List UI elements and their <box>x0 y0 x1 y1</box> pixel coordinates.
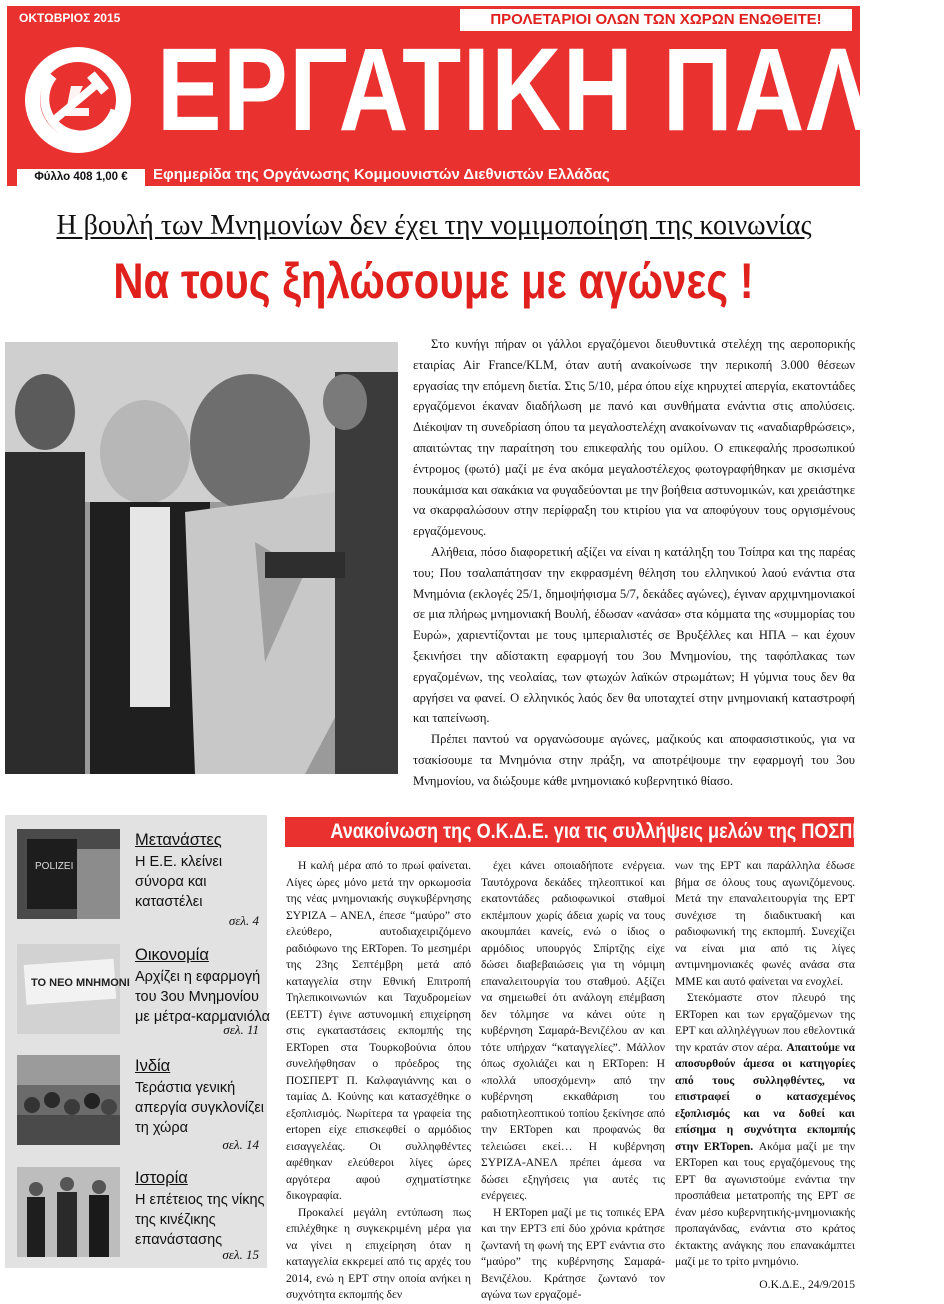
issue-date: ΟΚΤΩΒΡΙΟΣ 2015 <box>19 11 121 25</box>
sidebar-item-history[interactable] <box>5 1153 267 1261</box>
sidebar-page: σελ. 11 <box>223 1022 259 1037</box>
lead-article <box>413 334 855 792</box>
lead-paragraph: Αλήθεια, πόσο διαφορετική αξίζει να είναι η κατάληξη του Τσίπρα και της παρέας του; Που τσαλαπάτησαν την εκφρασμένη θέληση του ελληνικού λαού ενάντια στα Μνημόνια (εκλογές 25/1, δημοψήφισμα 5/7, δεκάδες αγώνες), έγιναν αρχιμνημονιακοί σε μια πλήρως μνημονιακή Βουλή, έδωσαν «ανάσα» στα κόμματα της «συμμορίας του Ευρώ», χαριεντίζονται με τους ιμπεριαλιστές σε Βρυξέλλες και ΗΠΑ – και έχουν ξεκινήσει την αδίστακτη εφαρμογή του 3ου Μνημονίου, της ταφόπλακας των εργαζομένων, της νεολαίας, των φτωχών λαϊκών στρωμάτων; Η γύμνια τους δεν θα αργήσει να φανεί. Ο ελληνικός λαός δεν θα υποταχτεί στην μνημονιακή καταστροφή και ταπείνωση. <box>413 544 855 726</box>
sidebar-thumbnail <box>17 1055 120 1145</box>
protest-photo-illustration <box>5 342 398 774</box>
announcement-title-bar <box>285 817 888 847</box>
thumb-caption: ΤΟ ΝΕΟ ΜΝΗΜΟΝΙ <box>31 977 130 989</box>
announcement-signature: Ο.Κ.Δ.Ε., 24/9/2015 <box>759 1277 855 1291</box>
sidebar-item-migrants[interactable] <box>5 815 267 928</box>
newspaper-title: ΕΡΓΑΤΙΚΗ ΠΑΛΗ <box>157 24 944 156</box>
announcement-column-2 <box>481 858 665 1304</box>
announcement-paragraph <box>675 990 855 1271</box>
sidebar-category[interactable]: Ιστορία <box>135 1169 188 1187</box>
sidebar-category[interactable]: Οικονομία <box>135 946 209 964</box>
sidebar-thumbnail <box>17 829 120 919</box>
hammer-sickle-4-logo-icon <box>23 46 133 154</box>
sidebar-teaser: Τεράστια γενική απεργία συγκλονίζει τη χώρα <box>135 1080 265 1136</box>
sidebar-item-economy[interactable] <box>5 930 270 1038</box>
announcement-demands: Απαιτούμε να αποσυρθούν άμεσα οι κατηγορίες από τους συλληφθέντες, να επιστραφεί ο κατασχεμένος εξοπλισμός και να δοθεί και επίσημα η συχνότητα εκπομπής στην ERTopen. <box>675 1040 855 1153</box>
sidebar-page: σελ. 15 <box>222 1247 259 1262</box>
announcement-paragraph: Η ERTopen μαζί με τις τοπικές ΕΡΑ και την ΕΡΤ3 επί δύο χρόνια κράτησε ζωντανή τη φωνή της ΕΡΤ ενάντια στο “μαύρο” της κυβέρνησης Σαμαρά-Βενιζέλου. Κράτησε ζωντανό τον αγώνα των εργαζομέ- <box>481 1205 665 1301</box>
announcement-paragraph: Προκαλεί μεγάλη εντύπωση πως επιλέχθηκε η συγκεκριμένη μέρα για να γίνει η επιχείρηση όταν η καταγγελία εκκρεμεί από τις αρχές του 2014, ενώ η ΕΡΤ στην οποία ανήκει η συχνότητα εκπομπής δεν <box>286 1205 471 1301</box>
newspaper-subtitle: Εφημερίδα της Οργάνωσης Κομμουνιστών Διεθνιστών Ελλάδας <box>153 166 610 183</box>
sidebar-teaser: Η Ε.Ε. κλείνει σύνορα και καταστέλει <box>135 854 223 910</box>
sidebar-item-india[interactable] <box>5 1041 267 1152</box>
announcement-column-1 <box>286 858 471 1304</box>
lead-headline: Να τους ξηλώσουμε με αγώνες ! <box>113 253 754 309</box>
sidebar-teaser: Αρχίζει η εφαρμογή του 3ου Μνημονίου με μέτρα-καρμανιόλα <box>135 969 270 1025</box>
announcement-paragraph: Η καλή μέρα από το πρωί φαίνεται. Λίγες ώρες μόνο μετά την ορκωμοσία της νέας μνημονιακής συγκυβέρνησης ΣΥΡΙΖΑ – ΑΝΕΛ, έπεσε “μαύρο” στο ελεύθερο, αυτοδιαχειριζόμενο ραδιόφωνο της ERTopen. Το μεσημέρι της 23ης Σεπτέμβρη μετά από καταγγελία στην Εθνική Επιτροπή Τηλεπικοινωνιών και Ταχυδρομείων (ΕΕΤΤ) έγινε αστυνομική επιχείρηση στις εγκαταστάσεις εκπομπής της ERTopen στα Τουρκοβούνια όπου συνελήφθησαν ο πρόεδρος της ΠΟΣΠΕΡΤ Π. Καλφαγιάννης και ο ταμίας Δ. Κούνης και κατασχέθηκε ο εξοπλισμός. Νωρίτερα τα γραφεία της ertopen είχε επισκεφθεί ο αρμόδιος εισαγγελέας. Οι συλληφθέντες αφέθηκαν ελεύθεροι λίγες ώρες αργότερα αφού σχηματίστηκε δικογραφία. <box>286 859 471 1202</box>
lead-paragraph: Πρέπει παντού να οργανώσουμε αγώνες, μαζικούς και αποφασιστικούς, για να τσακίσουμε τα Μνημόνια στην πράξη, να αποτρέψουμε την εφαρμογή του 3ου Μνημονίου, να διώξουμε κάθε μνημονιακό κυβερνητικό θίασο. <box>413 732 855 788</box>
slogan-banner: ΠΡΟΛΕΤΑΡΙΟΙ ΟΛΩΝ ΤΩΝ ΧΩΡΩΝ ΕΝΩΘΕΙΤΕ! <box>460 9 852 31</box>
thumb-caption: POLIZEI <box>35 861 74 872</box>
announcement-paragraph: νων της ΕΡΤ και παράλληλα έδωσε βήμα σε όλους τους αγωνιζόμενους. Μετά την επαναλειτουργία της ΕΡΤ συνέχισε τη διαδικτυακή και ραδιοφωνική της εκπομπή. Συνεχίζει να είναι μια από τις λίγες αντιμνημονιακές φωνές ανάσα στα ΜΜΕ και αυτό φαίνεται να ενοχλεί. <box>675 859 855 988</box>
issue-number-price: Φύλλο 408 1,00 € <box>17 169 145 186</box>
sidebar-page: σελ. 14 <box>222 1137 259 1152</box>
sidebar-teaser: Η επέτειος της νίκης της κινέζικης επανάστασης <box>135 1192 265 1248</box>
sidebar-thumbnail <box>17 944 130 1034</box>
announcement-column-3 <box>675 858 855 1293</box>
sidebar-category[interactable]: Μετανάστες <box>135 831 222 849</box>
lead-paragraph: Στο κυνήγι πήραν οι γάλλοι εργαζόμενοι διευθυντικά στελέχη της αεροπορικής εταιρίας Air France/KLM, όταν αυτή ανακοίνωσε την περικοπή 3.000 θέσεων εργασίας την επόμενη διετία. Στις 5/10, μέρα όπου είχε κηρυχτεί απεργία, εκατοντάδες εργαζόμενοι έκαναν διαδήλωση με πανό και συνθήματα ενάντια στις απολύσεις. Διέκοψαν τη συνεδρίαση όπου τα μεγαλοστελέχη ανακοίνωναν τις «αναδιαρθρώσεις», απαιτώντας την παραίτηση του επικεφαλής του ομίλου. Ο επικεφαλής προσωπικού έντρομος (φωτό) μαζί με ένα ακόμα μεγαλοστέλεχος φωτογραφήθηκαν με σκισμένα πουκάμισα και σακάκια να φυγαδεύονται με την βοήθεια αστυνομικών, και χρειάστηκε να σκαρφαλώσουν στην περίφραξη του κτιρίου για να αποφύγουν τους οργισμένους εργαζόμενους. <box>413 337 855 539</box>
announcement-text: Ακόμα μαζί με την ERTopen και τους εργαζόμενους της ΕΡΤ θα αγωνιστούμε ενάντια την προσπάθεια μετατροπής της ΕΡΤ σε έναν μέσο κυβερνητικής-μνημονιακής προπαγάνδας, ενάντια στο κράτος έκτακτης ανάγκης που επανακάμπτει μαζί με το τρίτο μνημόνιο. <box>675 1139 855 1268</box>
sidebar-category[interactable]: Ινδία <box>135 1057 171 1075</box>
contents-sidebar <box>5 815 270 1268</box>
sidebar-page: σελ. 4 <box>228 913 259 928</box>
announcement-text: Στεκόμαστε στον πλευρό της ERTopen και των εργαζόμενων της ΕΡΤ και αλληλέγγυων που εθελοντικά την κρατάν στον αέρα. <box>675 991 855 1054</box>
lead-kicker: Η βουλή των Μνημονίων δεν έχει την νομιμοποίηση της κοινωνίας <box>56 210 812 241</box>
announcement-title: Ανακοίνωση της Ο.Κ.Δ.Ε. για τις συλλήψεις μελών της ΠΟΣΠΕΡΤ <box>330 820 888 843</box>
lead-photo <box>5 342 398 774</box>
announcement-paragraph: έχει κάνει οποιαδήποτε ενέργεια. Ταυτόχρονα δεκάδες τηλεοπτικοί και εκατοντάδες ραδιοφωνικοί σταθμοί εκπέμπουν χωρίς άδεια χωρίς να τους ακουμπάει κανείς, ενώ ο ίδιος ο αρμόδιος υπουργός Σπίρτζης είχε δώσει διαβεβαιώσεις για τη νόμιμη επαναλειτουργία του σταθμού. Αξίζει να σημειωθεί ότι ανάλογη επέμβαση δεν τόλμησε να κάνει ούτε η κυβέρνηση Σαμαρά-Βενιζέλου αν και τότε υπήρχαν “καταγγελίες”. Μάλλον όπως σχολιάζει και η ERTopen: Η «πολλά υποσχόμενη» από την κυβέρνηση εκκαθάριση του ραδιοτηλεοπτικού τοπίου ξεκίνησε από την ERTopen και προφανώς θα τελειώσει εκεί… Η κυβέρνηση ΣΥΡΙΖΑ-ΑΝΕΛ πρέπει άμεσα να δώσει εξηγήσεις για αυτές τις ενέργειες. <box>481 859 665 1202</box>
masthead <box>7 6 944 186</box>
sidebar-thumbnail <box>17 1167 120 1257</box>
